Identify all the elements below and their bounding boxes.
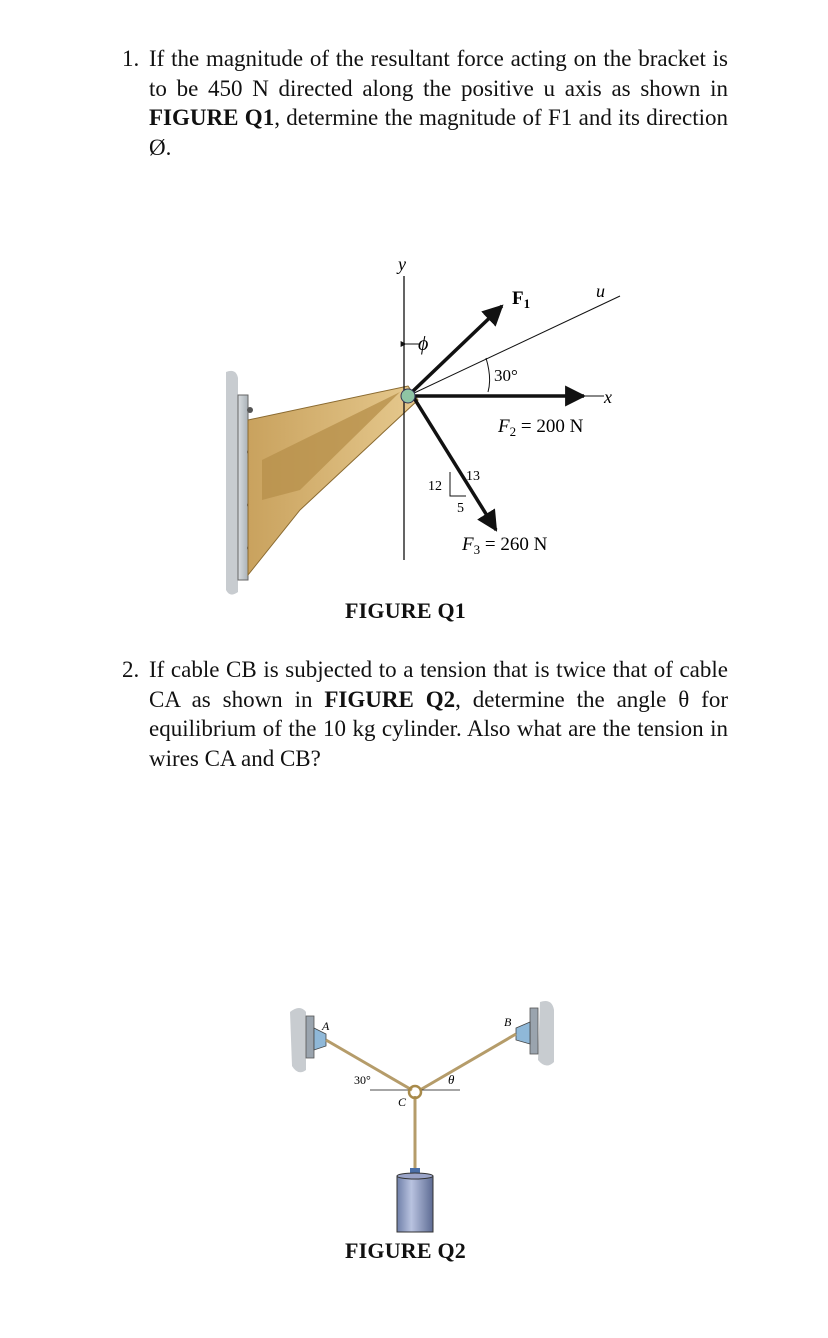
angle-30-label: 30°	[494, 366, 518, 385]
left-wall	[290, 1008, 326, 1072]
angle-30-label-q2: 30°	[354, 1073, 371, 1087]
figure-q1-caption: FIGURE Q1	[345, 598, 466, 623]
theta-label: θ	[448, 1072, 455, 1087]
cylinder-10kg	[397, 1168, 433, 1232]
slope-5-label: 5	[457, 501, 464, 516]
question-1-number: 1.	[122, 46, 140, 71]
f3-label: $F_3 = 260$ N	[462, 534, 548, 557]
f2-label: $F_2 = 200$ N	[498, 416, 584, 439]
figure-q1-reference: FIGURE Q1	[149, 105, 275, 130]
u-axis-label: u	[596, 281, 605, 301]
x-axis-label: x	[604, 387, 612, 407]
question-2-number: 2.	[122, 657, 140, 682]
right-wall	[516, 1001, 554, 1066]
point-b-label: B	[504, 1015, 512, 1029]
slope-12-label: 12	[428, 479, 442, 494]
phi-label: ϕ	[418, 333, 429, 355]
question-2-text: If cable CB is subjected to a tension that is twice that of cable CA as shown in FIGURE Q2, determine the angle θ for equilibrium of the 10 kg cylinder. Also what are the tension in wires CA and CB?	[149, 657, 728, 771]
y-axis-label: y	[398, 254, 406, 274]
figure-q2-caption: FIGURE Q2	[345, 1238, 466, 1263]
slope-13-label: 13	[466, 469, 480, 484]
f1-label: $F_1$	[512, 288, 531, 311]
point-c-label: C	[398, 1095, 407, 1109]
cable-cb	[420, 1034, 516, 1090]
question-1-text: If the magnitude of the resultant force acting on the bracket is to be 450 N directed along the positive u axis as shown in FIGURE Q1, determine the magnitude of F1 and its direction Ø.	[149, 46, 729, 160]
figure-q2-reference: FIGURE Q2	[324, 686, 456, 712]
point-a-label: A	[322, 1019, 330, 1033]
